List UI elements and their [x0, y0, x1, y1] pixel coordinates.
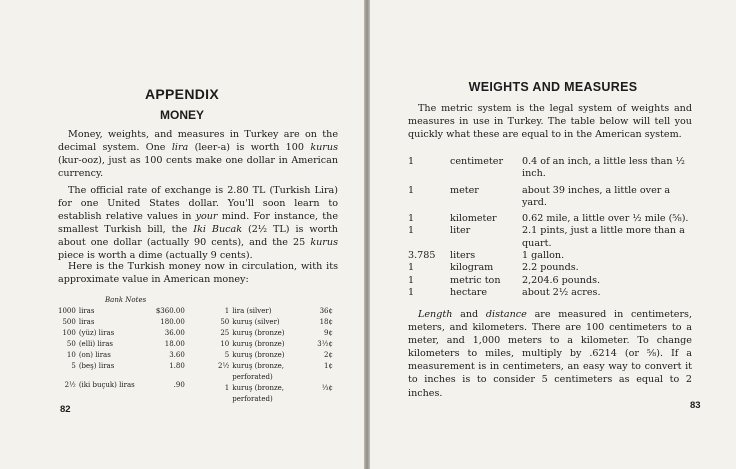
weights-intro: The metric system is the legal system of weights and measures in use in Turkey. The table below will tell you quickly what these are equal to in the American system. [408, 103, 692, 141]
list-item: 1 kilogram 2.2 pounds. [408, 262, 579, 274]
list-item: 1 centimeter 0.4 of an inch, a little less than ½ inch. [408, 156, 685, 180]
money-paragraph-3: Here is the Turkish money now in circulation, with its approximate value in American money: [58, 261, 338, 286]
table-row: 25 kuruş (bronze) 9¢ [220, 329, 333, 337]
coins-table [218, 306, 336, 405]
list-item: 3.785 liters 1 gallon. [408, 250, 565, 262]
table-row: 100 (yüz) liras 36.00 [62, 329, 185, 337]
left-page [0, 0, 364, 469]
list-item: 1 meter about 39 inches, a little over a yard. [408, 184, 671, 208]
list-item: 1 liter 2.1 pints, just a little more than a quart. [408, 225, 685, 249]
right-page [370, 0, 736, 469]
units-table [408, 156, 698, 299]
money-paragraph-1: Money, weights, and measures in Turkey are on the decimal system. One lira (leer-a) is worth 100 kurus (kur-ooz), just as 100 cents make one dollar in American currency. [58, 129, 338, 180]
page-number-left: 82 [60, 404, 71, 415]
list-item: 1 hectare about 2½ acres. [408, 286, 601, 298]
page-number-right: 83 [690, 400, 701, 411]
table-row: 50 kuruş (silver) 18¢ [220, 318, 333, 326]
table-row [58, 372, 188, 380]
table-row: 10 kuruş (bronze) 3½¢ [220, 340, 333, 348]
table-row: 50 (elli) liras 18.00 [66, 340, 185, 348]
table-row: 1 kuruş (bronze, perforated) ⅓¢ [224, 384, 333, 403]
table-row: 500 liras 180.00 [62, 318, 185, 326]
weights-closing-paragraph: Length and distance are measured in centimeters, meters, and kilometers. There are 100 centimeters to a meter, and 1,000 meters to a kilometer. To change kilometers to miles, multiply by .6214 (or ⅝). If a measurement is in centimeters, an easy way to convert it to inches is to consider 5 centimeters as equal to 2 inches. [408, 309, 693, 399]
table-row: 10 (on) liras 3.60 [66, 351, 185, 359]
banknotes-label: Bank Notes [105, 296, 147, 304]
table-row: 1 lira (silver) 36¢ [224, 307, 333, 315]
list-item: 1 kilometer 0.62 mile, a little over ½ mile (⅝). [408, 213, 689, 225]
money-paragraph-2: The official rate of exchange is 2.80 TL (Turkish Lira) for one United States dollar. You'll soon learn to establish relative values in your mind. For instance, the smallest Turkish bill, the Iki Bucak (2½ TL) is worth about one dollar (actually 90 cents), and the 25 kurus piece is worth a dime (actually 9 cents). [58, 185, 338, 262]
money-subtitle: MONEY [159, 108, 204, 122]
weights-title: WEIGHTS AND MEASURES [468, 80, 638, 94]
table-row: 1000 liras $360.00 [58, 307, 185, 315]
table-row: 2½ kuruş (bronze, perforated) 1¢ [218, 362, 333, 381]
table-row: 5 kuruş (bronze) 2¢ [224, 351, 333, 359]
table-row: 2½ (iki buçuk) liras .90 [64, 381, 185, 389]
list-item: 1 metric ton 2,204.6 pounds. [408, 274, 601, 286]
table-row: 5 (beş) liras 1.80 [71, 362, 185, 370]
banknotes-table [58, 306, 188, 391]
appendix-title: APPENDIX [145, 86, 219, 102]
